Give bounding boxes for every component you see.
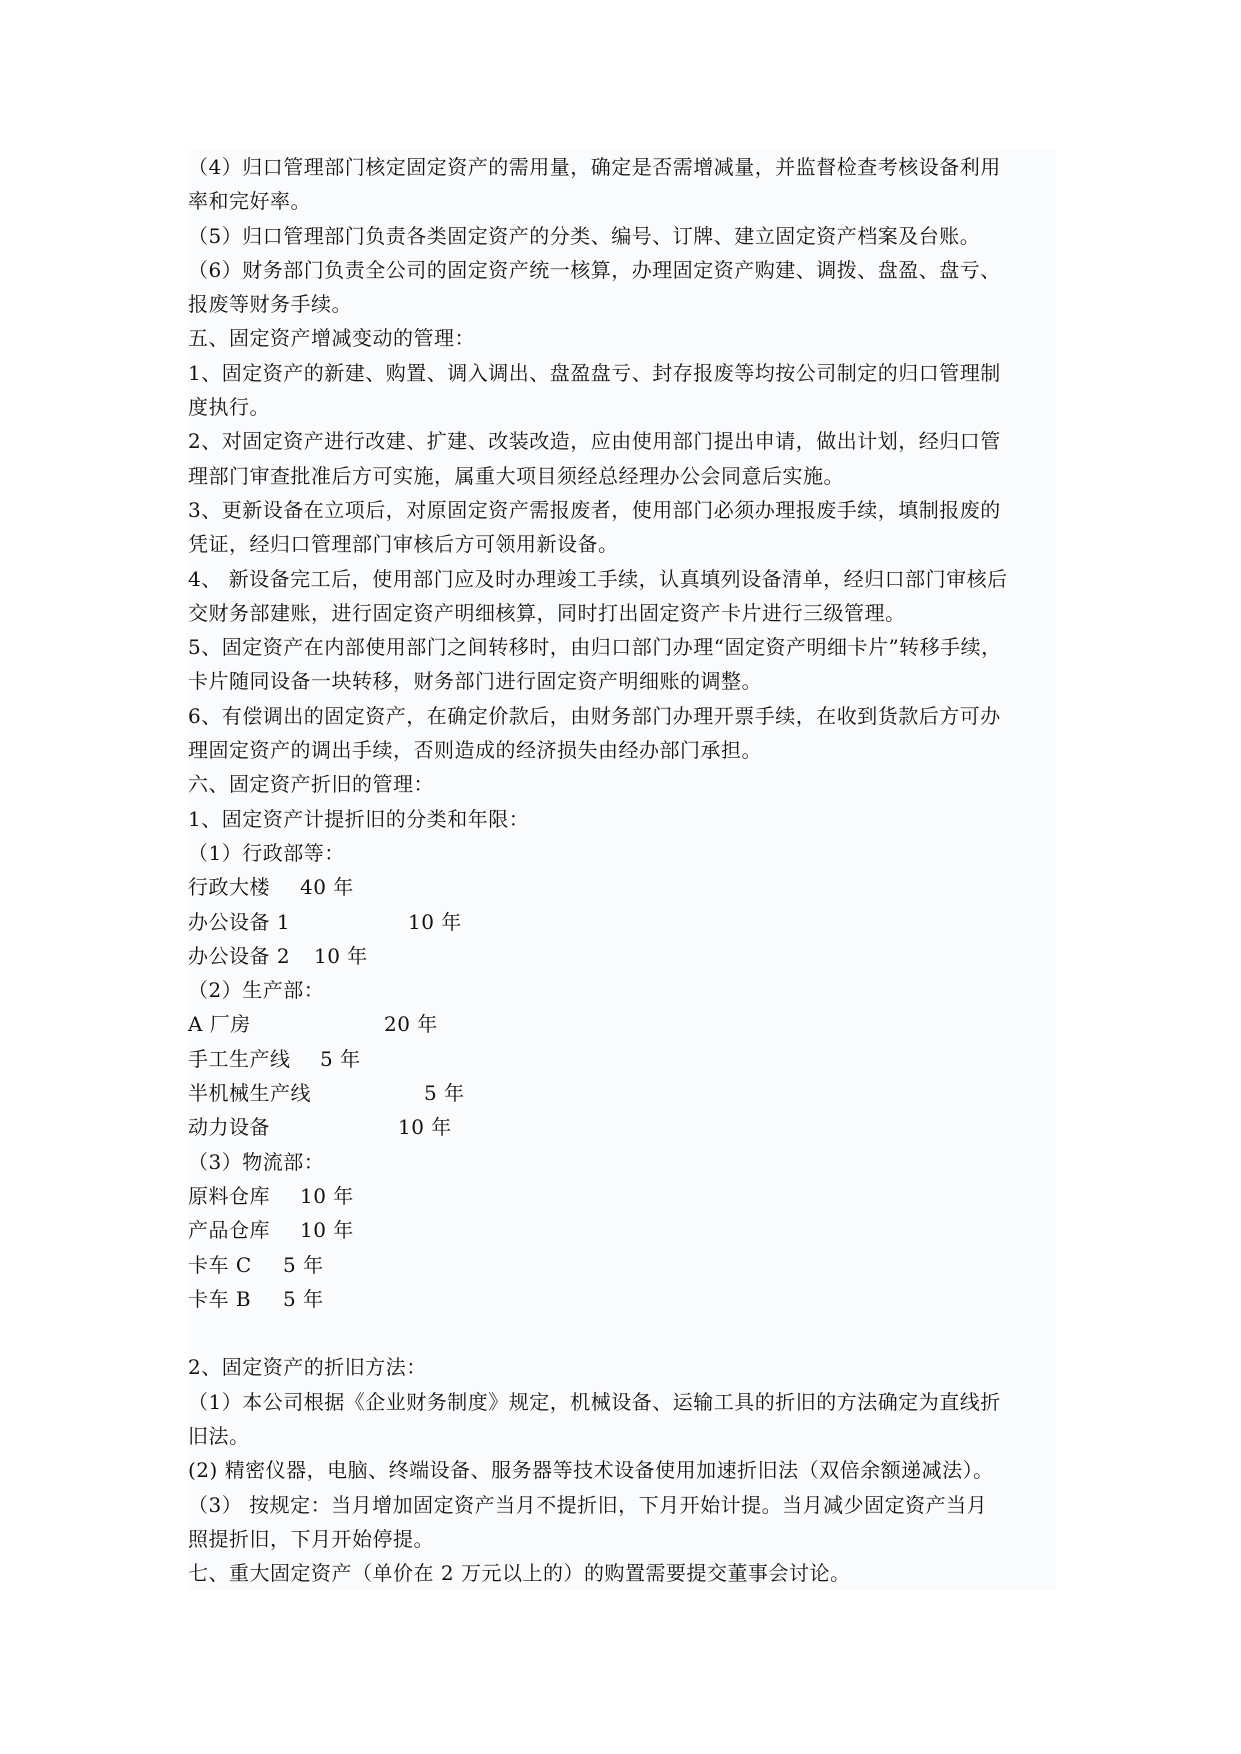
item-name: 卡车 C bbox=[188, 1252, 252, 1277]
text-line: 卡片随同设备一块转移，财务部门进行固定资产明细账的调整。 bbox=[188, 669, 762, 694]
text-line: 2、固定资产的折旧方法： bbox=[188, 1355, 427, 1380]
section-bottom bbox=[188, 1350, 1056, 1590]
item-name: 办公设备 1 bbox=[188, 909, 291, 934]
text-line: 旧法。 bbox=[188, 1423, 250, 1448]
spacer bbox=[188, 1316, 1056, 1350]
list-item bbox=[188, 1282, 1056, 1316]
text-line: 度执行。 bbox=[188, 395, 270, 420]
text-line: （5）归口管理部门负责各类固定资产的分类、编号、订牌、建立固定资产档案及台账。 bbox=[188, 223, 981, 248]
text-line: 率和完好率。 bbox=[188, 189, 311, 214]
item-name: 产品仓库 bbox=[188, 1218, 270, 1243]
text-line: 交财务部建账，进行固定资产明细核算，同时打出固定资产卡片进行三级管理。 bbox=[188, 600, 906, 625]
text-line: （1）本公司根据《企业财务制度》规定，机械设备、运输工具的折旧的方法确定为直线折 bbox=[188, 1389, 1001, 1414]
item-name: 手工生产线 bbox=[188, 1046, 291, 1071]
item-years: 10 年 bbox=[314, 943, 368, 968]
text-line: 报废等财务手续。 bbox=[188, 292, 352, 317]
item-name: 原料仓库 bbox=[188, 1183, 270, 1208]
list-item bbox=[188, 1042, 1056, 1076]
text-line: 理固定资产的调出手续，否则造成的经济损失由经办部门承担。 bbox=[188, 738, 762, 763]
item-years: 5 年 bbox=[320, 1046, 361, 1071]
text-line: 照提折旧，下月开始停提。 bbox=[188, 1526, 434, 1551]
text-line: 1、固定资产计提折旧的分类和年限： bbox=[188, 806, 530, 831]
item-years: 5 年 bbox=[283, 1252, 324, 1277]
item-name: 半机械生产线 bbox=[188, 1081, 311, 1106]
list-item bbox=[188, 1007, 1056, 1041]
text-line: 1、固定资产的新建、购置、调入调出、盘盈盘亏、封存报废等均按公司制定的归口管理制 bbox=[188, 360, 1001, 385]
text-line: （4）归口管理部门核定固定资产的需用量，确定是否需增减量，并监督检查考核设备利用 bbox=[188, 155, 1001, 179]
text-line: 凭证，经归口管理部门审核后方可领用新设备。 bbox=[188, 532, 619, 557]
item-years: 10 年 bbox=[300, 1183, 354, 1208]
text-line: 4、 新设备完工后，使用部门应及时办理竣工手续，认真填列设备清单，经归口部门审核后 bbox=[188, 566, 1008, 591]
document-body bbox=[188, 150, 1056, 1590]
group-heading: （3）物流部： bbox=[188, 1149, 325, 1174]
text-line: 六、固定资产折旧的管理： bbox=[188, 772, 434, 797]
list-item bbox=[188, 939, 1056, 973]
item-name: 动力设备 bbox=[188, 1115, 270, 1140]
text-line: 七、重大固定资产（单价在 2 万元以上的）的购置需要提交董事会讨论。 bbox=[188, 1561, 851, 1586]
item-years: 40 年 bbox=[300, 875, 354, 900]
text-line: （3） 按规定：当月增加固定资产当月不提折旧，下月开始计提。当月减少固定资产当月 bbox=[188, 1492, 988, 1517]
item-years: 10 年 bbox=[300, 1218, 354, 1243]
list-item bbox=[188, 870, 1056, 904]
item-years: 10 年 bbox=[398, 1115, 452, 1140]
text-line: (2) 精密仪器，电脑、终端设备、服务器等技术设备使用加速折旧法（双倍余额递减法）。 bbox=[188, 1458, 994, 1483]
text-line: 5、固定资产在内部使用部门之间转移时，由归口部门办理“固定资产明细卡片”转移手续， bbox=[188, 635, 1002, 660]
list-item bbox=[188, 1076, 1056, 1110]
text-line: （6）财务部门负责全公司的固定资产统一核算，办理固定资产购建、调拨、盘盈、盘亏、 bbox=[188, 257, 1001, 282]
item-name: 办公设备 2 bbox=[188, 943, 291, 968]
text-line: 五、固定资产增减变动的管理： bbox=[188, 326, 475, 351]
list-item bbox=[188, 1110, 1056, 1144]
list-item bbox=[188, 905, 1056, 939]
text-line: 6、有偿调出的固定资产，在确定价款后，由财务部门办理开票手续，在收到货款后方可办 bbox=[188, 703, 1001, 728]
item-years: 20 年 bbox=[384, 1012, 438, 1037]
group-heading: （2）生产部： bbox=[188, 978, 325, 1003]
section-top bbox=[188, 150, 1056, 836]
item-years: 10 年 bbox=[408, 909, 462, 934]
item-name: A 厂房 bbox=[188, 1012, 251, 1037]
group-heading: （1）行政部等： bbox=[188, 840, 345, 865]
item-years: 5 年 bbox=[424, 1081, 465, 1106]
item-name: 行政大楼 bbox=[188, 875, 270, 900]
list-item bbox=[188, 1248, 1056, 1282]
text-line: 3、更新设备在立项后，对原固定资产需报废者，使用部门必须办理报废手续，填制报废的 bbox=[188, 497, 1001, 522]
list-item bbox=[188, 1213, 1056, 1247]
item-name: 卡车 B bbox=[188, 1286, 252, 1311]
depreciation-list bbox=[188, 836, 1056, 1316]
item-years: 5 年 bbox=[283, 1286, 324, 1311]
text-line: 2、对固定资产进行改建、扩建、改装改造，应由使用部门提出申请，做出计划，经归口管 bbox=[188, 429, 1001, 454]
text-line: 理部门审查批准后方可实施，属重大项目须经总经理办公会同意后实施。 bbox=[188, 463, 844, 488]
list-item bbox=[188, 1179, 1056, 1213]
